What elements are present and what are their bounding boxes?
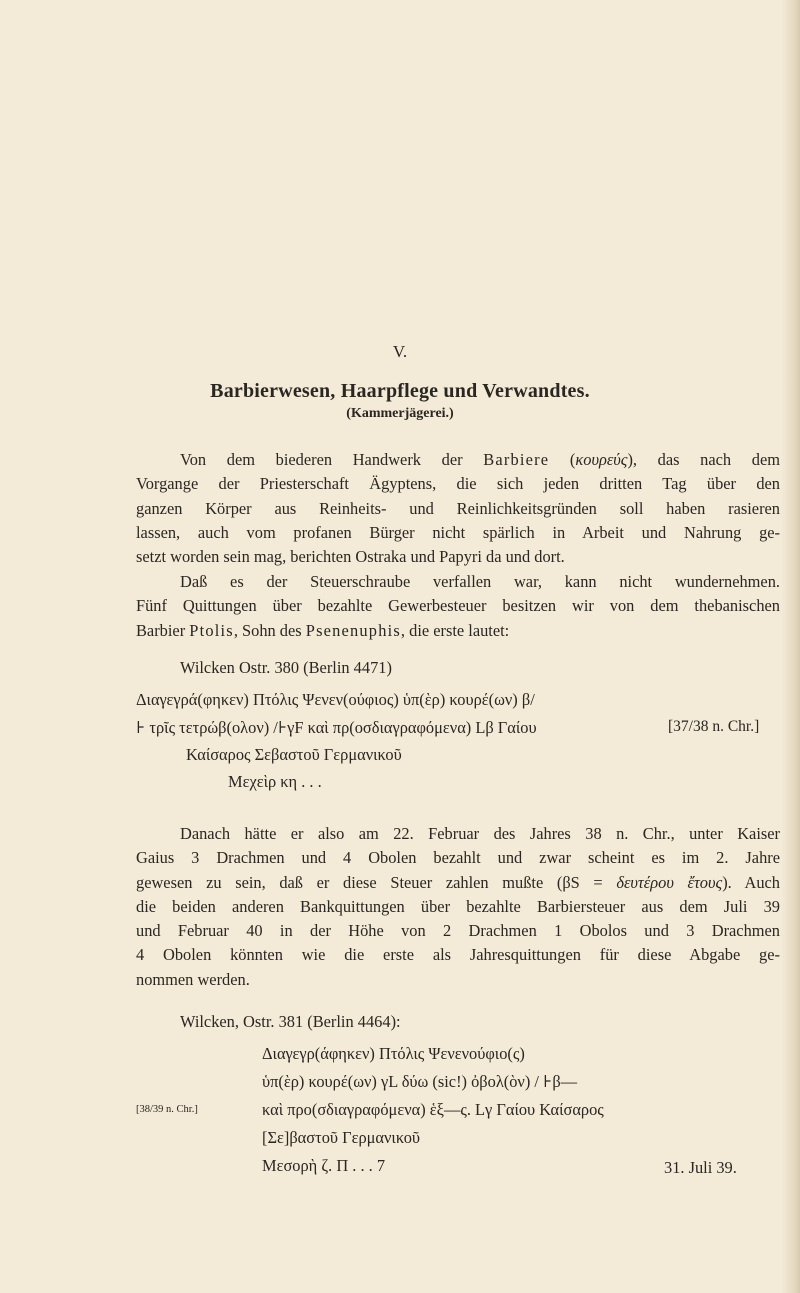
- paragraph-2: [136, 570, 780, 643]
- section-numeral: V.: [392, 342, 408, 361]
- text-line: Fünf Quittungen über bezahlte Gewerbesteuer besitzen wir von dem thebanischen: [136, 596, 780, 616]
- greek-line: ⊦ τρῖς τετρώβ(ολον) /⊦γF καὶ πρ(οσδιαγραφόμενα) Lβ Γαίου: [136, 718, 537, 737]
- text-line: Danach hätte er also am 22. Februar des Jahres 38 n. Chr., unter Kaiser: [180, 824, 780, 843]
- greek-line: ὑπ(ὲρ) κουρέ(ων) γL δύω (sic!) ὀβολ(ὸν) / ⊦β—: [262, 1072, 578, 1091]
- text-line: Vorgange der Priesterschaft Ägyptens, die sich jeden dritten Tag über den: [136, 474, 780, 494]
- text-line: Daß es der Steuerschraube verfallen war, kann nicht wundernehmen.: [180, 572, 780, 591]
- text-line: und Februar 40 in der Höhe von 2 Drachmen 1 Obolos und 3 Drachmen: [136, 921, 780, 941]
- greek-line: καὶ προ(σδιαγραφόμενα) ἑξ—ς. Lγ Γαίου Καίσαρος: [262, 1100, 604, 1119]
- text-line: Barbier Ptolis, Sohn des Psenenuphis, die erste lautet:: [136, 620, 510, 640]
- text-line: setzt worden sein mag, berichten Ostraka und Papyri da und dort.: [136, 547, 565, 567]
- text-line: gewesen zu sein, daß er diese Steuer zahlen mußte (βS = δευτέρου ἔτους). Auch: [136, 872, 780, 892]
- text-line: lassen, auch vom profanen Bürger nicht spärlich in Arbeit und Nahrung ge-: [136, 522, 780, 542]
- text-line: 4 Obolen könnten wie die erste als Jahresquittungen für diese Abgabe ge-: [136, 945, 780, 965]
- text-line: Von dem biederen Handwerk der Barbiere (κουρεύς), das nach dem: [180, 450, 780, 469]
- text-line: nommen werden.: [136, 969, 250, 989]
- greek-line: Διαγεγρ(άφηκεν) Πτόλις Ψενενούφιο(ς): [262, 1044, 525, 1063]
- source-citation-2: Wilcken, Ostr. 381 (Berlin 4464):: [180, 1012, 401, 1031]
- chapter-subheading: (Kammerjägerei.): [346, 406, 454, 421]
- date-note: 31. Juli 39.: [664, 1158, 737, 1177]
- chapter-heading: Barbierwesen, Haarpflege und Verwandtes.: [210, 380, 590, 402]
- source-citation-1: Wilcken Ostr. 380 (Berlin 4471): [180, 658, 392, 677]
- margin-note: [38/39 n. Chr.]: [136, 1104, 198, 1115]
- text-line: Gaius 3 Drachmen und 4 Obolen bezahlt und zwar scheint es im 2. Jahre: [136, 848, 780, 868]
- greek-line: Μεχεὶρ κη . . .: [228, 772, 322, 791]
- greek-line: [Σε]βαστοῦ Γερμανικοῦ: [262, 1128, 421, 1147]
- greek-line: Μεσορὴ ζ. Π . . . 7: [262, 1156, 386, 1175]
- date-note: [37/38 n. Chr.]: [668, 718, 760, 735]
- paragraph-1: [136, 448, 780, 569]
- text-line: die beiden anderen Bankquittungen über bezahlte Barbiersteuer aus dem Juli 39: [136, 896, 780, 916]
- greek-line: Καίσαρος Σεβαστοῦ Γερμανικοῦ: [186, 745, 402, 764]
- text-line: ganzen Körper aus Reinheits- und Reinlichkeitsgründen soll haben rasieren: [136, 498, 780, 518]
- page-edge: [782, 0, 800, 1293]
- greek-line: Διαγεγρά(φηκεν) Πτόλις Ψενεν(ούφιος) ὑπ(ὲρ) κουρέ(ων) β/: [136, 690, 535, 709]
- paragraph-3: [136, 822, 780, 992]
